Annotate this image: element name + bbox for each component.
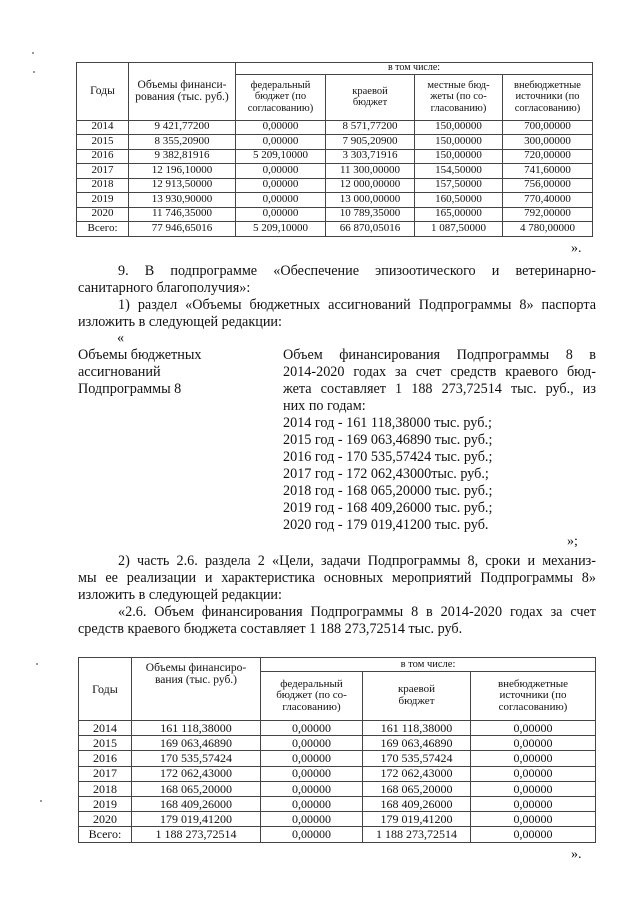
section9-item1-line2: изложить в следующей редакции: bbox=[78, 314, 282, 330]
cell-regional: 168 065,20000 bbox=[363, 781, 471, 796]
cell-year: Всего: bbox=[79, 827, 132, 842]
item2-line1: 2) часть 2.6. раздела 2 «Цели, задачи Подпрограммы 8, сроки и механиз- bbox=[118, 553, 596, 569]
cell-regional: 161 118,38000 bbox=[363, 721, 471, 736]
table1-closing-quote: ». bbox=[571, 241, 582, 256]
funding-table-5-sources bbox=[76, 62, 593, 237]
header-years: Годы bbox=[79, 658, 132, 721]
cell-federal: 0,00000 bbox=[236, 164, 326, 179]
cell-total: 77 946,65016 bbox=[129, 222, 236, 237]
cell-federal: 0,00000 bbox=[236, 178, 326, 193]
cell-federal: 0,00000 bbox=[261, 781, 363, 796]
cell-total: 168 065,20000 bbox=[132, 781, 261, 796]
cell-regional: 12 000,00000 bbox=[326, 178, 415, 193]
cell-year: 2018 bbox=[77, 178, 129, 193]
passport-text-line: 2014-2020 годах за счет средств краевого бюд- bbox=[283, 364, 596, 380]
scan-speck bbox=[36, 663, 38, 665]
passport-year-line: 2017 год - 172 062,43000тыс. руб.; bbox=[283, 466, 489, 482]
table-row bbox=[77, 135, 593, 150]
cell-total: 169 063,46890 bbox=[132, 736, 261, 751]
cell-total: 179 019,41200 bbox=[132, 812, 261, 827]
cell-year: 2020 bbox=[79, 812, 132, 827]
table-row bbox=[79, 751, 596, 766]
passport-label-line: ассигнований bbox=[78, 364, 161, 380]
cell-regional: 168 409,26000 bbox=[363, 796, 471, 811]
passport-label-line: Объемы бюджетных bbox=[78, 347, 202, 363]
cell-extra: 0,00000 bbox=[471, 751, 596, 766]
passport-year-line: 2014 год - 161 118,38000 тыс. руб.; bbox=[283, 415, 492, 431]
cell-regional: 10 789,35000 bbox=[326, 207, 415, 222]
header-regional: краевой бюджет bbox=[326, 74, 415, 120]
table-row-total bbox=[77, 222, 593, 237]
table-row bbox=[79, 781, 596, 796]
cell-total: 9 421,77200 bbox=[129, 120, 236, 135]
cell-regional: 66 870,05016 bbox=[326, 222, 415, 237]
cell-federal: 5 209,10000 bbox=[236, 149, 326, 164]
cell-federal: 0,00000 bbox=[261, 827, 363, 842]
table-row bbox=[77, 207, 593, 222]
cell-year: 2015 bbox=[79, 736, 132, 751]
cell-federal: 0,00000 bbox=[261, 736, 363, 751]
cell-regional: 13 000,00000 bbox=[326, 193, 415, 208]
item2-line5: средств краевого бюджета составляет 1 188 273,72514 тыс. руб. bbox=[78, 621, 463, 637]
cell-federal: 0,00000 bbox=[261, 766, 363, 781]
cell-total: 161 118,38000 bbox=[132, 721, 261, 736]
passport-year-line: 2019 год - 168 409,26000 тыс. руб.; bbox=[283, 500, 493, 516]
cell-extra: 0,00000 bbox=[471, 781, 596, 796]
cell-total: 172 062,43000 bbox=[132, 766, 261, 781]
cell-extra: 756,00000 bbox=[503, 178, 593, 193]
scan-speck bbox=[40, 800, 42, 802]
cell-local: 1 087,50000 bbox=[415, 222, 503, 237]
cell-local: 157,50000 bbox=[415, 178, 503, 193]
cell-extra: 0,00000 bbox=[471, 766, 596, 781]
cell-extra: 700,00000 bbox=[503, 120, 593, 135]
cell-extra: 720,00000 bbox=[503, 149, 593, 164]
cell-extra: 300,00000 bbox=[503, 135, 593, 150]
table-row bbox=[79, 812, 596, 827]
cell-extra: 4 780,00000 bbox=[503, 222, 593, 237]
cell-regional: 8 571,77200 bbox=[326, 120, 415, 135]
cell-federal: 5 209,10000 bbox=[236, 222, 326, 237]
cell-federal: 0,00000 bbox=[261, 751, 363, 766]
cell-federal: 0,00000 bbox=[236, 193, 326, 208]
item2-line3: изложить в следующей редакции: bbox=[78, 587, 282, 603]
header-volume: Объемы финанси-рования (тыс. руб.) bbox=[129, 63, 236, 121]
table-row bbox=[77, 178, 593, 193]
passport-value bbox=[283, 347, 596, 534]
cell-local: 150,00000 bbox=[415, 120, 503, 135]
item2-line4: «2.6. Объем финансирования Подпрограммы 8 в 2014-2020 годах за счет bbox=[118, 604, 596, 620]
passport-text-line: них по годам: bbox=[283, 398, 366, 414]
cell-year: 2014 bbox=[79, 721, 132, 736]
cell-year: 2016 bbox=[79, 751, 132, 766]
header-federal: федеральный бюджет (по со-гласованию) bbox=[261, 672, 363, 721]
cell-regional: 179 019,41200 bbox=[363, 812, 471, 827]
cell-regional: 3 303,71916 bbox=[326, 149, 415, 164]
cell-year: 2017 bbox=[77, 164, 129, 179]
cell-federal: 0,00000 bbox=[261, 721, 363, 736]
table-row bbox=[77, 164, 593, 179]
cell-regional: 169 063,46890 bbox=[363, 736, 471, 751]
cell-regional: 11 300,00000 bbox=[326, 164, 415, 179]
header-extra: внебюджетные источники (по согласованию) bbox=[503, 74, 593, 120]
section9-line1: 9. В подпрограмме «Обеспечение эпизоотического и ветеринарно- bbox=[118, 263, 596, 279]
funding-table-4-sources bbox=[78, 657, 596, 843]
cell-year: 2016 bbox=[77, 149, 129, 164]
table-row bbox=[77, 120, 593, 135]
passport-label bbox=[78, 347, 258, 398]
passport-year-line: 2015 год - 169 063,46890 тыс. руб.; bbox=[283, 432, 493, 448]
cell-local: 160,50000 bbox=[415, 193, 503, 208]
cell-total: 170 535,57424 bbox=[132, 751, 261, 766]
cell-extra: 770,40000 bbox=[503, 193, 593, 208]
cell-total: 9 382,81916 bbox=[129, 149, 236, 164]
cell-year: 2018 bbox=[79, 781, 132, 796]
passport-year-line: 2018 год - 168 065,20000 тыс. руб.; bbox=[283, 483, 493, 499]
table-row bbox=[79, 766, 596, 781]
cell-local: 150,00000 bbox=[415, 149, 503, 164]
table-row-total bbox=[79, 827, 596, 842]
cell-extra: 0,00000 bbox=[471, 827, 596, 842]
header-years: Годы bbox=[77, 63, 129, 121]
section9-item1-line1: 1) раздел «Объемы бюджетных ассигнований Подпрограммы 8» паспорта bbox=[118, 297, 596, 313]
cell-extra: 0,00000 bbox=[471, 812, 596, 827]
cell-federal: 0,00000 bbox=[261, 796, 363, 811]
cell-year: 2019 bbox=[79, 796, 132, 811]
header-regional: краевой бюджет bbox=[363, 672, 471, 721]
passport-label-line: Подпрограммы 8 bbox=[78, 381, 182, 397]
table2-closing-quote: ». bbox=[571, 847, 582, 862]
cell-federal: 0,00000 bbox=[236, 135, 326, 150]
table-row bbox=[79, 721, 596, 736]
passport-closing-quote: »; bbox=[567, 534, 578, 549]
cell-year: 2019 bbox=[77, 193, 129, 208]
cell-total: 168 409,26000 bbox=[132, 796, 261, 811]
cell-total: 12 913,50000 bbox=[129, 178, 236, 193]
table-row bbox=[79, 796, 596, 811]
cell-local: 150,00000 bbox=[415, 135, 503, 150]
header-volume: Объемы финансиро-вания (тыс. руб.) bbox=[132, 658, 261, 721]
cell-total: 11 746,35000 bbox=[129, 207, 236, 222]
cell-year: 2020 bbox=[77, 207, 129, 222]
scan-speck bbox=[33, 71, 35, 73]
passport-text-line: Объем финансирования Подпрограммы 8 в bbox=[283, 347, 596, 363]
passport-open-quote: « bbox=[117, 330, 125, 346]
table-row bbox=[79, 736, 596, 751]
cell-extra: 0,00000 bbox=[471, 721, 596, 736]
header-including: в том числе: bbox=[261, 658, 596, 672]
cell-local: 165,00000 bbox=[415, 207, 503, 222]
cell-extra: 0,00000 bbox=[471, 736, 596, 751]
cell-total: 13 930,90000 bbox=[129, 193, 236, 208]
table-row bbox=[77, 193, 593, 208]
cell-federal: 0,00000 bbox=[236, 207, 326, 222]
cell-federal: 0,00000 bbox=[261, 812, 363, 827]
header-local: местные бюд-жеты (по со-гласованию) bbox=[415, 74, 503, 120]
cell-year: Всего: bbox=[77, 222, 129, 237]
cell-federal: 0,00000 bbox=[236, 120, 326, 135]
header-extra: внебюджетные источники (по согласованию) bbox=[471, 672, 596, 721]
passport-text-line: жета составляет 1 188 273,72514 тыс. руб., из bbox=[283, 381, 596, 397]
header-federal: федеральный бюджет (по согласованию) bbox=[236, 74, 326, 120]
cell-year: 2017 bbox=[79, 766, 132, 781]
cell-extra: 741,60000 bbox=[503, 164, 593, 179]
item2-line2: мы ее реализации и характеристика основных мероприятий Подпрограммы 8» bbox=[78, 570, 596, 586]
cell-regional: 170 535,57424 bbox=[363, 751, 471, 766]
section9-line2: санитарного благополучия»: bbox=[78, 280, 251, 296]
passport-year-line: 2020 год - 179 019,41200 тыс. руб. bbox=[283, 517, 489, 533]
cell-year: 2014 bbox=[77, 120, 129, 135]
cell-regional: 172 062,43000 bbox=[363, 766, 471, 781]
cell-extra: 0,00000 bbox=[471, 796, 596, 811]
cell-regional: 7 905,20900 bbox=[326, 135, 415, 150]
cell-regional: 1 188 273,72514 bbox=[363, 827, 471, 842]
scan-speck bbox=[32, 52, 34, 54]
cell-local: 154,50000 bbox=[415, 164, 503, 179]
cell-extra: 792,00000 bbox=[503, 207, 593, 222]
cell-total: 8 355,20900 bbox=[129, 135, 236, 150]
cell-year: 2015 bbox=[77, 135, 129, 150]
cell-total: 1 188 273,72514 bbox=[132, 827, 261, 842]
table-row bbox=[77, 149, 593, 164]
passport-year-line: 2016 год - 170 535,57424 тыс. руб.; bbox=[283, 449, 493, 465]
header-including: в том числе: bbox=[236, 63, 593, 75]
cell-total: 12 196,10000 bbox=[129, 164, 236, 179]
